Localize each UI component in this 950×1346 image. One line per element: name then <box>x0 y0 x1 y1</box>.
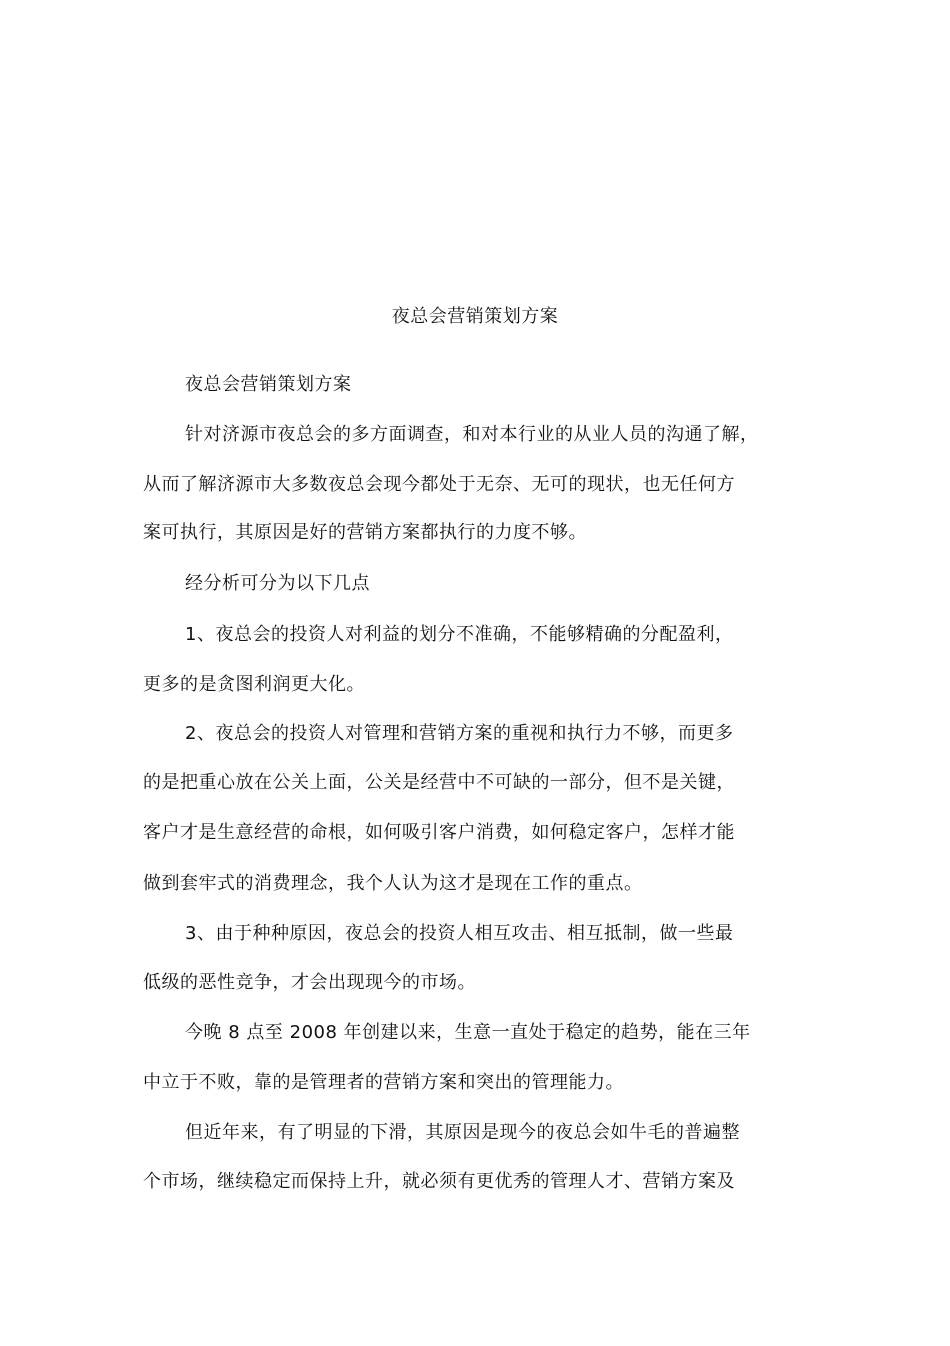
paragraph-line: 中立于不败，靠的是管理者的营销方案和突出的管理能力。 <box>143 1072 624 1093</box>
paragraph-line: 做到套牢式的消费理念，我个人认为这才是现在工作的重点。 <box>143 873 643 894</box>
paragraph-line: 从而了解济源市大多数夜总会现今都处于无奈、无可的现状，也无任何方 <box>143 474 735 495</box>
paragraph-line: 更多的是贪图利润更大化。 <box>143 674 365 695</box>
paragraph-line: 3、由于种种原因，夜总会的投资人相互攻击、相互抵制，做一些最 <box>185 923 734 944</box>
paragraph-line: 的是把重心放在公关上面，公关是经营中不可缺的一部分，但不是关键， <box>143 772 735 793</box>
paragraph-line: 2、夜总会的投资人对管理和营销方案的重视和执行力不够，而更多 <box>185 723 734 744</box>
paragraph-line: 低级的恶性竞争，才会出现现今的市场。 <box>143 972 476 993</box>
paragraph-line: 个市场，继续稳定而保持上升，就必须有更优秀的管理人才、营销方案及 <box>143 1171 735 1192</box>
paragraph-line: 案可执行，其原因是好的营销方案都执行的力度不够。 <box>143 522 587 543</box>
paragraph-line: 针对济源市夜总会的多方面调查，和对本行业的从业人员的沟通了解， <box>185 424 759 445</box>
paragraph-line: 今晚 8 点至 2008 年创建以来，生意一直处于稳定的趋势，能在三年 <box>185 1022 751 1043</box>
document-title: 夜总会营销策划方案 <box>391 306 559 327</box>
paragraph-line: 1、夜总会的投资人对利益的划分不准确，不能够精确的分配盈利， <box>185 624 734 645</box>
subtitle-line: 夜总会营销策划方案 <box>185 374 352 395</box>
paragraph-line: 经分析可分为以下几点 <box>185 573 370 594</box>
paragraph-line: 客户才是生意经营的命根，如何吸引客户消费，如何稳定客户，怎样才能 <box>143 822 735 843</box>
paragraph-line: 但近年来，有了明显的下滑，其原因是现今的夜总会如牛毛的普遍整 <box>185 1122 740 1143</box>
